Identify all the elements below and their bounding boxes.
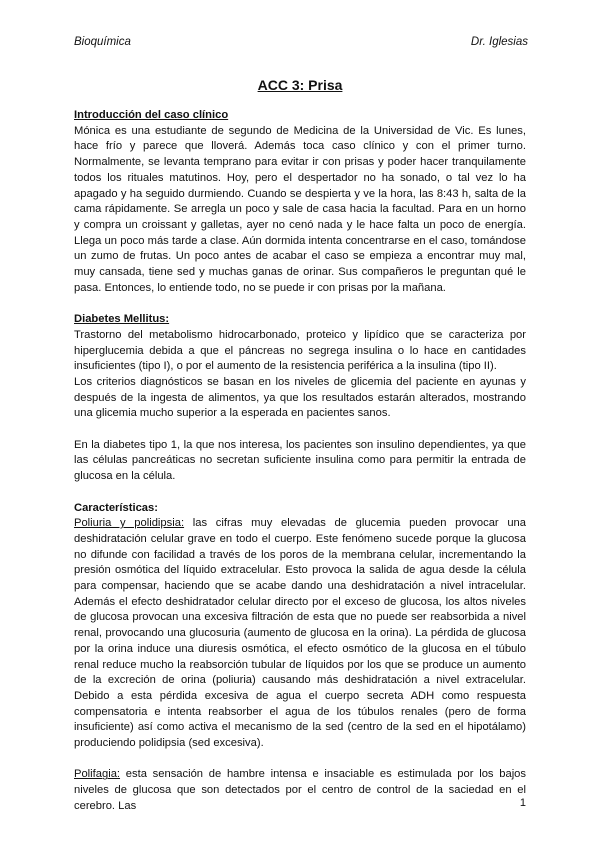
document-body <box>74 108 526 815</box>
polifagia-label: Polifagia: <box>74 768 121 781</box>
poliuria-label: Poliuria y polidipsia: <box>74 517 185 530</box>
diabetes-definition: Trastorno del metabolismo hidrocarbonado, proteico y lipídico que se caracteriza por hiperglucemia debida a que el páncreas no segrega insulina o lo hace en cantidades insuficientes (tipo I), o por el aumento de la resistencia periférica a la insulina (tipo II). <box>74 328 526 373</box>
intro-paragraph: Mónica es una estudiante de segundo de Medicina de la Universidad de Vic. Es lunes, hace frío y parece que lloverá. Además toca caso clínico y con el primer turno. Normalmente, se levanta temprano para evitar ir con prisas y poder hacer tranquilamente todos los rituales matutinos. Hoy, pero el despertador no ha sonado, o tal vez lo ha apagado y ha seguido durmiendo. Cuando se despierta y ve la hora, las 8:43 h, salta de la cama rápidamente. Se arregla un poco y sale de casa hacia la facultad. Para en un horno y compra un croissant y galletas, ayer no cenó nada y le hace falta un poco de energía. Llega un poco más tarde a clase. Aún dormida intenta concentrarse en el caso, tomándose un zumo de frutas. Un poco antes de acabar el caso se empieza a encontrar muy mal, muy cansada, tiene sed y muchas ganas de orinar. Sus compañeros le preguntan qué le pasa. Entonces, lo entiende todo, no se puede ir con prisas por la mañana. <box>74 124 526 294</box>
diabetes-heading: Diabetes Mellitus: <box>74 313 170 326</box>
poliuria-paragraph <box>74 516 526 752</box>
header-author: Dr. Iglesias <box>470 36 528 48</box>
diabetes-criteria: Los criterios diagnósticos se basan en los niveles de glicemia del paciente en ayunas y después de la ingesta de alimentos, ya que los resultados estarán alterados, mostrando una glicemia mucho superior a la esperada en pacientes sanos. <box>74 375 526 420</box>
features-heading: Características: <box>74 501 158 514</box>
page-number: 1 <box>519 797 526 809</box>
header-subject: Bioquímica <box>74 36 131 48</box>
poliuria-text: las cifras muy elevadas de glucemia pueden provocar una deshidratación celular grave en todo el cuerpo. Este fenómeno sucede porque la glucosa no difunde con facilidad a través de los poros de la membrana celular, incrementando la presión osmótica del líquido extracelular. Esto provoca la salida de agua desde la célula para compensar, haciendo que se acabe dando una deshidratación a nivel intracelular. Además el efecto deshidratador celular directo por el exceso de glucosa, los altos niveles de glucosa provocan una excesiva filtración de esta que no puede ser reabsorbida a nivel renal, provocando una glucosuria (aumento de glucosa en la orina). La pérdida de glucosa por la orina induce una diuresis osmótica, el efecto osmótico de la glucosa en el túbulo renal reduce mucho la reabsorción tubular de líquidos por los que se produce un aumento de la excreción de orina (poliuria) causando más deshidratación a nivel extracelular. Debido a esta pérdida excesiva de agua el cuerpo secreta ADH como respuesta compensatoria e intenta reabsorber el agua de los túbulos renales (pero de forma insuficiente) así como activa el mecanismo de la sed (centro de la sed en el hipotálamo) produciendo polidipsia (sed excesiva). <box>74 517 527 750</box>
polifagia-paragraph <box>74 767 526 814</box>
polifagia-text: esta sensación de hambre intensa e insaciable es estimulada por los bajos niveles de glucosa que son detectados por el centro de control de la saciedad en el cerebro. Las <box>74 768 526 812</box>
diabetes-type1: En la diabetes tipo 1, la que nos interesa, los pacientes son insulino dependientes, ya que las células pancreáticas no secretan suficiente insulina como para permitir la entrada de glucosa en la célula. <box>74 438 526 483</box>
intro-heading: Introducción del caso clínico <box>74 109 229 121</box>
page-title: ACC 3: Prisa <box>257 77 343 93</box>
